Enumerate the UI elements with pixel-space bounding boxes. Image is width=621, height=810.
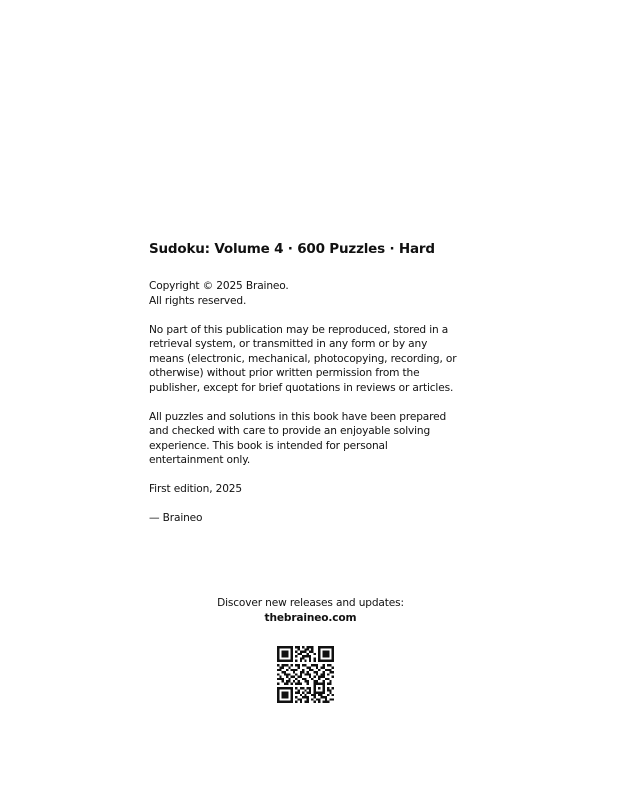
paragraph-line: All puzzles and solutions in this book have been prepared	[149, 410, 447, 423]
website-link[interactable]: thebraineo.com	[264, 611, 357, 624]
paragraph-line: and checked with care to provide an enjoyable solving	[149, 425, 431, 437]
paragraph-line: retrieval system, or transmitted in any form or by any	[149, 338, 428, 350]
signature-line: — Braineo	[149, 512, 203, 524]
promo-text: Discover new releases and updates:	[217, 597, 404, 609]
paragraph-line: experience. This book is intended for personal	[149, 439, 388, 452]
footer	[0, 596, 621, 625]
paragraph-line: publisher, except for brief quotations in reviews or articles.	[149, 381, 454, 394]
qr-code-icon[interactable]	[277, 646, 334, 703]
copyright-block	[149, 241, 469, 540]
copyright-line: Copyright © 2025 Braineo.	[149, 280, 289, 292]
copyright-notice	[149, 279, 469, 308]
paragraph-line: No part of this publication may be reproduced, stored in a	[149, 323, 449, 336]
book-title: Sudoku: Volume 4 · 600 Puzzles · Hard	[149, 241, 435, 257]
paragraph-line: entertainment only.	[149, 454, 251, 466]
permissions-paragraph	[149, 323, 469, 396]
rights-line: All rights reserved.	[149, 294, 247, 307]
care-paragraph	[149, 410, 469, 468]
edition-line: First edition, 2025	[149, 483, 242, 495]
paragraph-line: means (electronic, mechanical, photocopying, recording, or	[149, 352, 457, 365]
paragraph-line: otherwise) without prior written permission from the	[149, 367, 420, 379]
